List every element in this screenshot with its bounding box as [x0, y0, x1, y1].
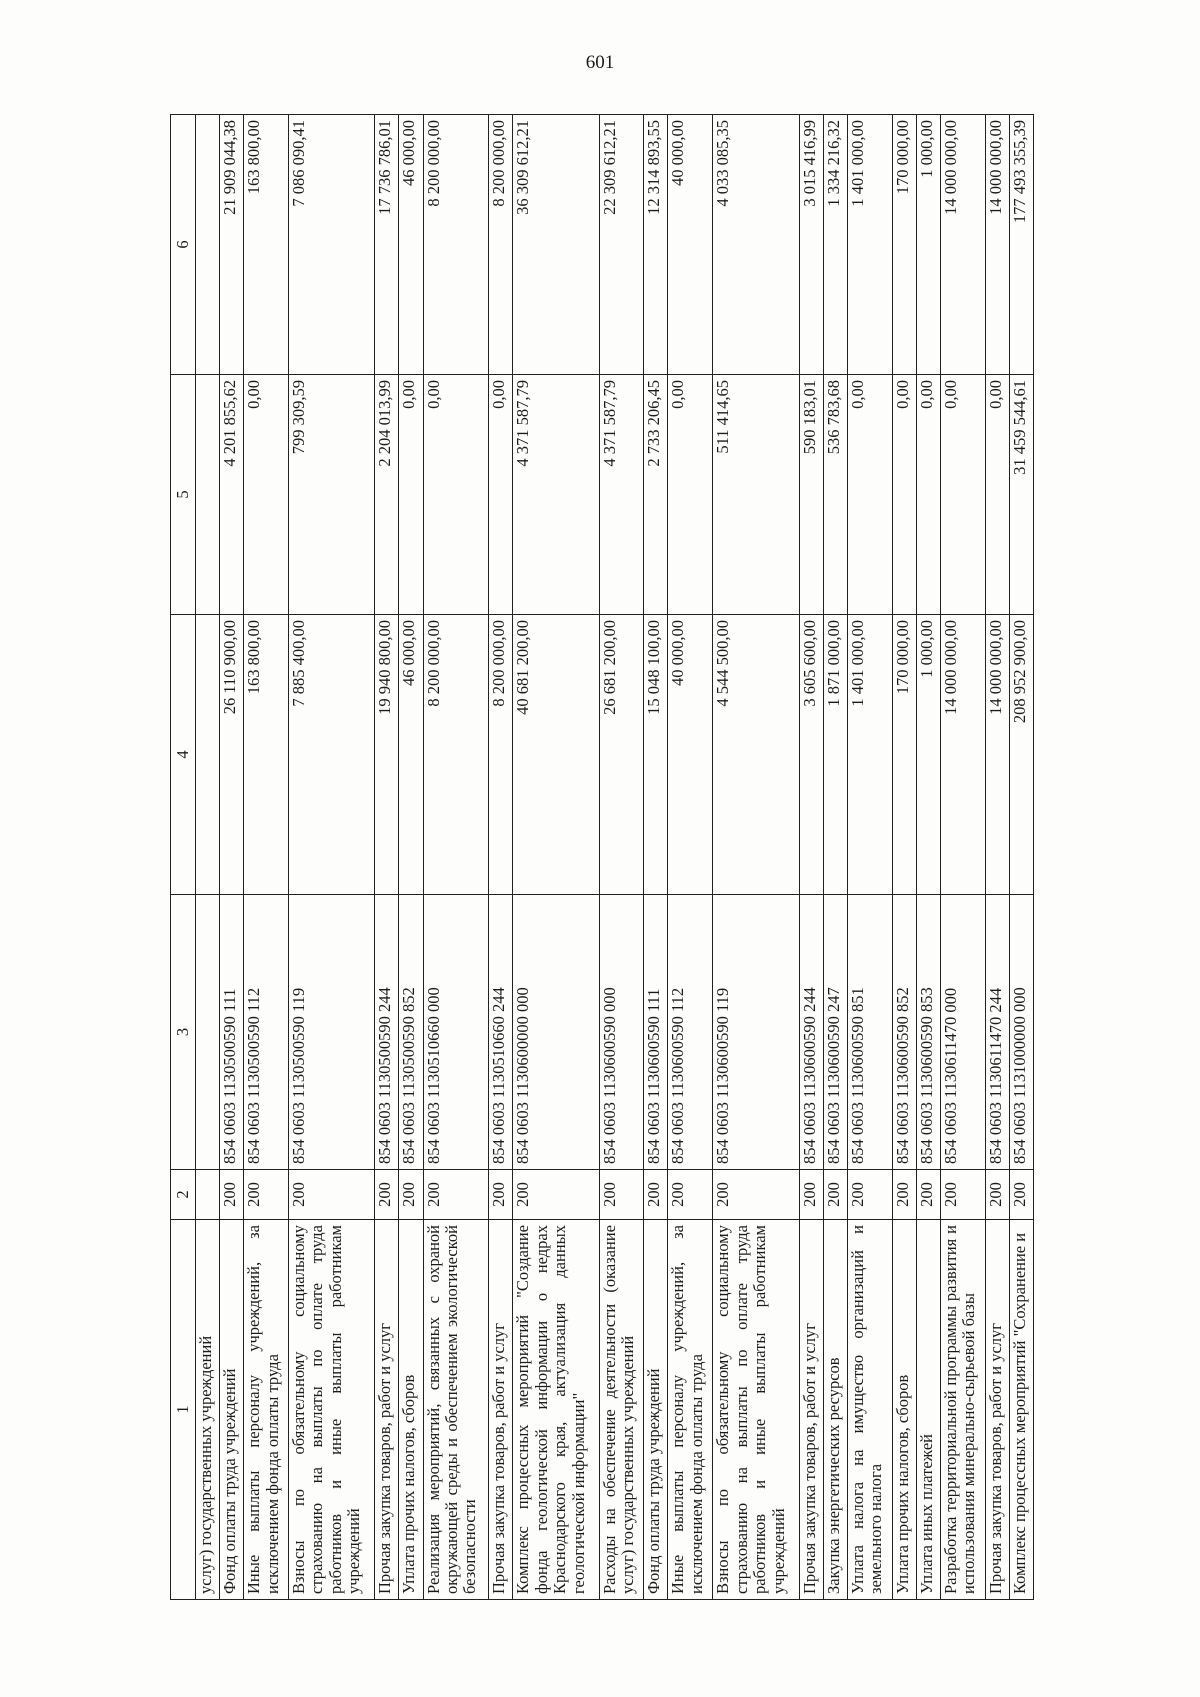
row-kbk-cell: 854 0603 1130600590 244 [799, 895, 823, 1170]
row-remaining-amount-cell: 177 493 355,39 [1009, 115, 1033, 375]
table-row [244, 115, 289, 1600]
row-plan-amount-cell: 14 000 000,00 [985, 615, 1009, 895]
row-kbk-cell: 854 0603 1130600590 111 [644, 895, 668, 1170]
row-plan-amount-cell: 170 000,00 [892, 615, 916, 895]
table-row [823, 115, 847, 1600]
row-plan-amount-cell: 19 940 800,00 [375, 615, 399, 895]
row-remaining-amount-cell: 22 309 612,21 [599, 115, 644, 375]
row-executed-amount-cell: 590 183,01 [799, 375, 823, 615]
row-plan-amount-cell: 46 000,00 [399, 615, 423, 895]
column-header: 6 [171, 115, 196, 375]
row-remaining-amount-cell: 14 000 000,00 [985, 115, 1009, 375]
row-executed-amount-cell: 511 414,65 [713, 375, 799, 615]
row-executed-amount-cell: 0,00 [244, 375, 289, 615]
row-name-cell: Фонд оплаты труда учреждений [220, 1220, 244, 1600]
row-remaining-amount-cell: 4 033 085,35 [713, 115, 799, 375]
row-code-cell: 200 [940, 1170, 985, 1220]
table-row [940, 115, 985, 1600]
row-plan-amount-cell: 3 605 600,00 [799, 615, 823, 895]
row-code-cell: 200 [916, 1170, 940, 1220]
row-plan-amount-cell: 15 048 100,00 [644, 615, 668, 895]
row-remaining-amount-cell: 1 000,00 [916, 115, 940, 375]
rotated-table-wrapper [170, 115, 1034, 1600]
row-remaining-amount-cell: 8 200 000,00 [423, 115, 489, 375]
row-name-cell: Расходы на обеспечение деятельности (оказание услуг) государственных учреждений [599, 1220, 644, 1600]
row-name-cell: Комплекс процессных мероприятий "Сохранение и [1009, 1220, 1033, 1600]
table-header-row [171, 115, 196, 1600]
row-name-cell: Закупка энергетических ресурсов [823, 1220, 847, 1600]
row-name-cell: Фонд оплаты труда учреждений [644, 1220, 668, 1600]
table-row [220, 115, 244, 1600]
row-name-cell: Прочая закупка товаров, работ и услуг [375, 1220, 399, 1600]
row-name-cell: Иные выплаты персоналу учреждений, за исключением фонда оплаты труда [244, 1220, 289, 1600]
row-remaining-amount-cell: 170 000,00 [892, 115, 916, 375]
row-plan-amount-cell: 14 000 000,00 [940, 615, 985, 895]
row-kbk-cell: 854 0603 1130510660 244 [489, 895, 513, 1170]
row-remaining-amount-cell: 17 736 786,01 [375, 115, 399, 375]
table-row [423, 115, 489, 1600]
row-executed-amount-cell: 536 783,68 [823, 375, 847, 615]
row-plan-amount-cell: 40 681 200,00 [513, 615, 599, 895]
row-executed-amount-cell: 0,00 [399, 375, 423, 615]
row-remaining-amount-cell: 1 334 216,32 [823, 115, 847, 375]
row-name-cell: Взносы по обязательному социальному страхованию на выплаты по оплате труда работников и иные выплаты работникам учреждений [289, 1220, 375, 1600]
row-remaining-amount-cell: 1 401 000,00 [847, 115, 892, 375]
row-kbk-cell: 854 0603 1131000000 000 [1009, 895, 1033, 1170]
table-row [196, 115, 220, 1600]
row-kbk-cell: 854 0603 1130600590 119 [713, 895, 799, 1170]
row-name-cell: услуг) государственных учреждений [196, 1220, 220, 1600]
table-row [916, 115, 940, 1600]
row-executed-amount-cell: 0,00 [489, 375, 513, 615]
row-remaining-amount-cell: 3 015 416,99 [799, 115, 823, 375]
row-name-cell: Иные выплаты персоналу учреждений, за исключением фонда оплаты труда [668, 1220, 713, 1600]
row-plan-amount-cell: 163 800,00 [244, 615, 289, 895]
row-name-cell: Уплата иных платежей [916, 1220, 940, 1600]
row-code-cell: 200 [823, 1170, 847, 1220]
table-row [599, 115, 644, 1600]
row-kbk-cell: 854 0603 1130600590 852 [892, 895, 916, 1170]
row-code-cell: 200 [599, 1170, 644, 1220]
row-kbk-cell [196, 895, 220, 1170]
row-code-cell: 200 [399, 1170, 423, 1220]
table-row [668, 115, 713, 1600]
row-name-cell: Уплата прочих налогов, сборов [399, 1220, 423, 1600]
row-code-cell: 200 [668, 1170, 713, 1220]
column-header: 4 [171, 615, 196, 895]
table-row [1009, 115, 1033, 1600]
row-code-cell: 200 [1009, 1170, 1033, 1220]
row-code-cell: 200 [713, 1170, 799, 1220]
table-row [644, 115, 668, 1600]
row-plan-amount-cell: 1 871 000,00 [823, 615, 847, 895]
column-header: 1 [171, 1220, 196, 1600]
row-kbk-cell: 854 0603 1130500590 112 [244, 895, 289, 1170]
row-name-cell: Уплата прочих налогов, сборов [892, 1220, 916, 1600]
row-remaining-amount-cell: 163 800,00 [244, 115, 289, 375]
row-plan-amount-cell: 1 000,00 [916, 615, 940, 895]
row-executed-amount-cell [196, 375, 220, 615]
budget-table [170, 114, 1034, 1600]
column-header: 3 [171, 895, 196, 1170]
row-kbk-cell: 854 0603 1130600590 000 [599, 895, 644, 1170]
row-executed-amount-cell: 799 309,59 [289, 375, 375, 615]
table-row [399, 115, 423, 1600]
row-executed-amount-cell: 4 371 587,79 [599, 375, 644, 615]
table-row [985, 115, 1009, 1600]
row-plan-amount-cell: 4 544 500,00 [713, 615, 799, 895]
row-code-cell: 200 [489, 1170, 513, 1220]
table-row [713, 115, 799, 1600]
row-code-cell: 200 [799, 1170, 823, 1220]
row-remaining-amount-cell: 36 309 612,21 [513, 115, 599, 375]
row-kbk-cell: 854 0603 1130600000 000 [513, 895, 599, 1170]
row-plan-amount-cell: 7 885 400,00 [289, 615, 375, 895]
row-executed-amount-cell: 31 459 544,61 [1009, 375, 1033, 615]
row-kbk-cell: 854 0603 1130500590 111 [220, 895, 244, 1170]
row-remaining-amount-cell: 40 000,00 [668, 115, 713, 375]
row-executed-amount-cell: 0,00 [892, 375, 916, 615]
row-executed-amount-cell: 0,00 [940, 375, 985, 615]
row-plan-amount-cell: 8 200 000,00 [489, 615, 513, 895]
row-kbk-cell: 854 0603 1130600590 851 [847, 895, 892, 1170]
row-plan-amount-cell: 40 000,00 [668, 615, 713, 895]
row-name-cell: Прочая закупка товаров, работ и услуг [799, 1220, 823, 1600]
row-kbk-cell: 854 0603 1130600590 247 [823, 895, 847, 1170]
row-executed-amount-cell: 2 733 206,45 [644, 375, 668, 615]
row-kbk-cell: 854 0603 1130500590 852 [399, 895, 423, 1170]
row-name-cell: Реализация мероприятий, связанных с охраной окружающей среды и обеспечением экологической безопасности [423, 1220, 489, 1600]
row-executed-amount-cell: 0,00 [423, 375, 489, 615]
table-row [892, 115, 916, 1600]
row-remaining-amount-cell: 12 314 893,55 [644, 115, 668, 375]
row-executed-amount-cell: 2 204 013,99 [375, 375, 399, 615]
table-row [513, 115, 599, 1600]
row-kbk-cell: 854 0603 1130500590 244 [375, 895, 399, 1170]
row-executed-amount-cell: 0,00 [847, 375, 892, 615]
row-executed-amount-cell: 4 201 855,62 [220, 375, 244, 615]
row-kbk-cell: 854 0603 1130600590 853 [916, 895, 940, 1170]
row-name-cell: Комплекс процессных мероприятий "Создание фонда геологической информации о недрах Краснодарского края, актуализация данных геологической информации" [513, 1220, 599, 1600]
row-kbk-cell: 854 0603 1130500590 119 [289, 895, 375, 1170]
row-code-cell: 200 [244, 1170, 289, 1220]
row-executed-amount-cell: 0,00 [985, 375, 1009, 615]
row-code-cell: 200 [847, 1170, 892, 1220]
row-code-cell: 200 [375, 1170, 399, 1220]
row-code-cell: 200 [289, 1170, 375, 1220]
row-code-cell: 200 [423, 1170, 489, 1220]
row-plan-amount-cell: 1 401 000,00 [847, 615, 892, 895]
table-row [375, 115, 399, 1600]
row-code-cell: 200 [513, 1170, 599, 1220]
row-remaining-amount-cell [196, 115, 220, 375]
row-plan-amount-cell: 8 200 000,00 [423, 615, 489, 895]
row-plan-amount-cell [196, 615, 220, 895]
row-executed-amount-cell: 4 371 587,79 [513, 375, 599, 615]
row-kbk-cell: 854 0603 1130611470 244 [985, 895, 1009, 1170]
row-plan-amount-cell: 208 952 900,00 [1009, 615, 1033, 895]
row-name-cell: Уплата налога на имущество организаций и земельного налога [847, 1220, 892, 1600]
row-kbk-cell: 854 0603 1130600590 112 [668, 895, 713, 1170]
row-remaining-amount-cell: 8 200 000,00 [489, 115, 513, 375]
row-code-cell: 200 [892, 1170, 916, 1220]
row-name-cell: Разработка территориальной программы развития и использования минерально-сырьевой базы [940, 1220, 985, 1600]
row-remaining-amount-cell: 21 909 044,38 [220, 115, 244, 375]
row-remaining-amount-cell: 7 086 090,41 [289, 115, 375, 375]
row-plan-amount-cell: 26 110 900,00 [220, 615, 244, 895]
row-name-cell: Прочая закупка товаров, работ и услуг [489, 1220, 513, 1600]
row-name-cell: Взносы по обязательному социальному страхованию на выплаты по оплате труда работников и иные выплаты работникам учреждений [713, 1220, 799, 1600]
row-code-cell: 200 [220, 1170, 244, 1220]
row-remaining-amount-cell: 46 000,00 [399, 115, 423, 375]
row-kbk-cell: 854 0603 1130510660 000 [423, 895, 489, 1170]
table-row [799, 115, 823, 1600]
table-row [847, 115, 892, 1600]
row-plan-amount-cell: 26 681 200,00 [599, 615, 644, 895]
row-executed-amount-cell: 0,00 [668, 375, 713, 615]
row-executed-amount-cell: 0,00 [916, 375, 940, 615]
row-code-cell [196, 1170, 220, 1220]
row-kbk-cell: 854 0603 1130611470 000 [940, 895, 985, 1170]
budget-table-body [171, 115, 1034, 1600]
table-row [489, 115, 513, 1600]
table-row [289, 115, 375, 1600]
page-number: 601 [585, 52, 615, 73]
row-code-cell: 200 [644, 1170, 668, 1220]
column-header: 5 [171, 375, 196, 615]
column-header: 2 [171, 1170, 196, 1220]
row-remaining-amount-cell: 14 000 000,00 [940, 115, 985, 375]
row-name-cell: Прочая закупка товаров, работ и услуг [985, 1220, 1009, 1600]
row-code-cell: 200 [985, 1170, 1009, 1220]
